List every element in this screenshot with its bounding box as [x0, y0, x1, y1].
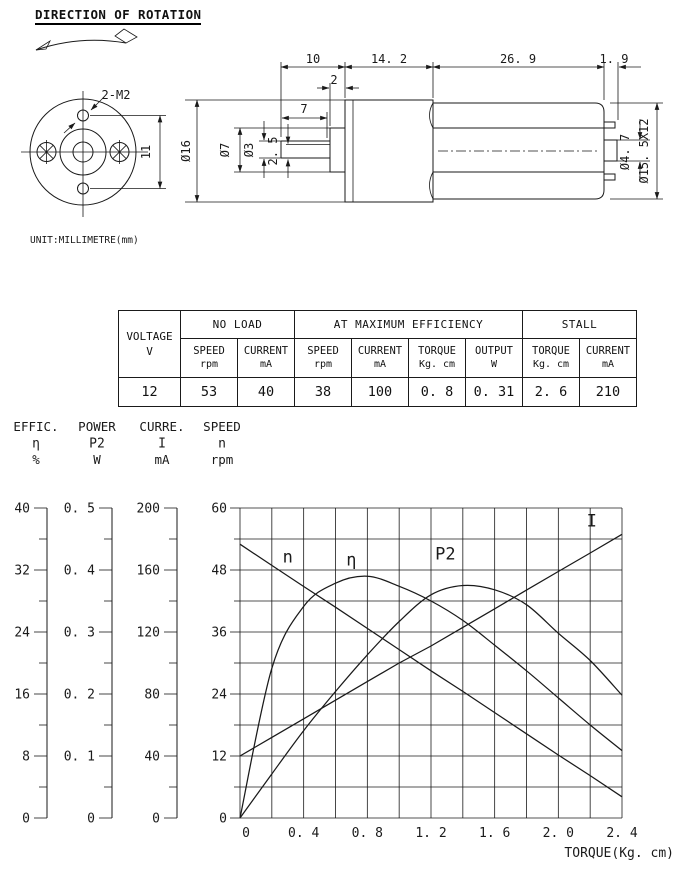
rear-bearing-boss	[604, 140, 617, 161]
tick-CURRE.-80: 80	[144, 687, 160, 703]
axis-header-3: SPEED	[203, 420, 241, 434]
group-no-load: NO LOAD	[181, 311, 295, 339]
terminal-top	[604, 122, 615, 128]
unit-note: UNIT:MILLIMETRE(mm)	[30, 235, 139, 246]
axis-header-0: EFFIC.	[13, 420, 59, 434]
axis-symbol-1: P2	[89, 436, 105, 452]
dim-shaft-length: 10	[305, 52, 321, 66]
dim-motor-length: 26. 9	[499, 52, 537, 66]
tick-POWER-0. 4: 0. 4	[63, 563, 95, 579]
value-stall-torque: 2. 6	[523, 378, 580, 407]
col-header: TORQUE Kg. cm	[409, 339, 466, 378]
xtick-2. 0: 2. 0	[542, 826, 574, 841]
tick-CURRE.-0: 0	[152, 811, 160, 827]
value-voltage: 12	[119, 378, 181, 407]
voltage-unit: V	[146, 345, 153, 358]
axis-unit-2: mA	[154, 452, 170, 467]
value-stall-current: 210	[580, 378, 637, 407]
tick-SPEED-36: 36	[211, 625, 227, 641]
tick-SPEED-12: 12	[211, 749, 227, 765]
col-header: OUTPUT W	[466, 339, 523, 378]
axis-symbol-0: η	[32, 436, 40, 452]
xtick-0. 4: 0. 4	[288, 826, 320, 841]
col-header: TORQUE Kg. cm	[523, 339, 580, 378]
tick-SPEED-0: 0	[219, 811, 227, 827]
page-title: DIRECTION OF ROTATION	[35, 7, 201, 25]
dim-face-diameter: Ø16	[179, 140, 193, 162]
value-maxeff-current: 100	[352, 378, 409, 407]
dim-motor-diameter: Ø15. 5X12	[637, 118, 651, 184]
value-maxeff-torque: 0. 8	[409, 378, 466, 407]
tick-SPEED-48: 48	[211, 563, 227, 579]
dim-gearbox-length: 14. 2	[370, 52, 408, 66]
rotation-direction-icon	[36, 29, 137, 50]
xtick-0. 8: 0. 8	[351, 826, 383, 841]
xtick-1. 6: 1. 6	[479, 826, 511, 841]
value-noload-speed: 53	[181, 378, 238, 407]
tick-POWER-0. 5: 0. 5	[63, 501, 95, 517]
value-maxeff-output: 0. 31	[466, 378, 523, 407]
dim-boss-diameter: Ø7	[218, 142, 232, 158]
performance-chart	[0, 420, 677, 873]
axis-symbol-3: n	[218, 436, 226, 452]
col-header: CURRENT mA	[238, 339, 295, 378]
axis-header-2: CURRE.	[139, 420, 185, 434]
axis-unit-0: %	[32, 452, 40, 467]
tick-POWER-0: 0	[87, 811, 95, 827]
voltage-label: VOLTAGE	[126, 330, 173, 343]
group-stall: STALL	[523, 311, 637, 339]
group-max-efficiency: AT MAXIMUM EFFICIENCY	[295, 311, 523, 339]
tick-POWER-0. 3: 0. 3	[63, 625, 95, 641]
terminal-bottom	[604, 174, 615, 180]
tick-CURRE.-200: 200	[136, 501, 160, 517]
front-view	[21, 88, 166, 217]
spec-table	[118, 310, 637, 407]
series-label-P2: P2	[435, 544, 456, 565]
col-header: SPEED rpm	[181, 339, 238, 378]
tick-EFFIC.-24: 24	[14, 625, 30, 641]
col-voltage	[119, 311, 181, 378]
tick-CURRE.-40: 40	[144, 749, 160, 765]
table-row	[119, 378, 637, 407]
dim-shaft-diameter: Ø3	[242, 142, 256, 158]
tick-SPEED-24: 24	[211, 687, 227, 703]
tick-EFFIC.-0: 0	[22, 811, 30, 827]
xtick-2. 4: 2. 4	[606, 826, 638, 841]
tick-EFFIC.-16: 16	[14, 687, 30, 703]
tick-POWER-0. 2: 0. 2	[63, 687, 95, 703]
engineering-drawing	[0, 25, 677, 260]
tick-CURRE.-160: 160	[136, 563, 160, 579]
xtick-0: 0	[242, 826, 250, 841]
dim-flat-height: 2. 5	[266, 136, 280, 166]
axis-unit-3: rpm	[210, 452, 234, 467]
tick-EFFIC.-40: 40	[14, 501, 30, 517]
side-view	[179, 52, 663, 202]
axis-unit-1: W	[93, 452, 101, 467]
tick-CURRE.-120: 120	[136, 625, 160, 641]
tick-EFFIC.-8: 8	[22, 749, 30, 765]
dim-boss-length: 2	[330, 73, 338, 87]
dim-rear-boss-diameter: Ø4. 7	[618, 133, 632, 171]
dim-bolt-label: 2-M2	[101, 88, 131, 102]
tick-POWER-0. 1: 0. 1	[63, 749, 95, 765]
dim-rear-length: 1. 9	[599, 52, 629, 66]
axis-symbol-2: I	[158, 436, 166, 452]
xtick-1. 2: 1. 2	[415, 826, 447, 841]
series-label-I: I	[586, 511, 597, 532]
dim-hole-spacing: 11	[139, 144, 153, 160]
tick-EFFIC.-32: 32	[14, 563, 30, 579]
value-maxeff-speed: 38	[295, 378, 352, 407]
axis-header-1: POWER	[78, 420, 116, 434]
value-noload-current: 40	[238, 378, 295, 407]
dim-flat-length: 7	[300, 102, 308, 116]
x-axis-label: TORQUE(Kg. cm)	[564, 846, 674, 861]
col-header: SPEED rpm	[295, 339, 352, 378]
col-header: CURRENT mA	[352, 339, 409, 378]
series-label-n: n	[282, 547, 293, 568]
tick-SPEED-60: 60	[211, 501, 227, 517]
col-header: CURRENT mA	[580, 339, 637, 378]
series-label-η: η	[346, 550, 357, 571]
